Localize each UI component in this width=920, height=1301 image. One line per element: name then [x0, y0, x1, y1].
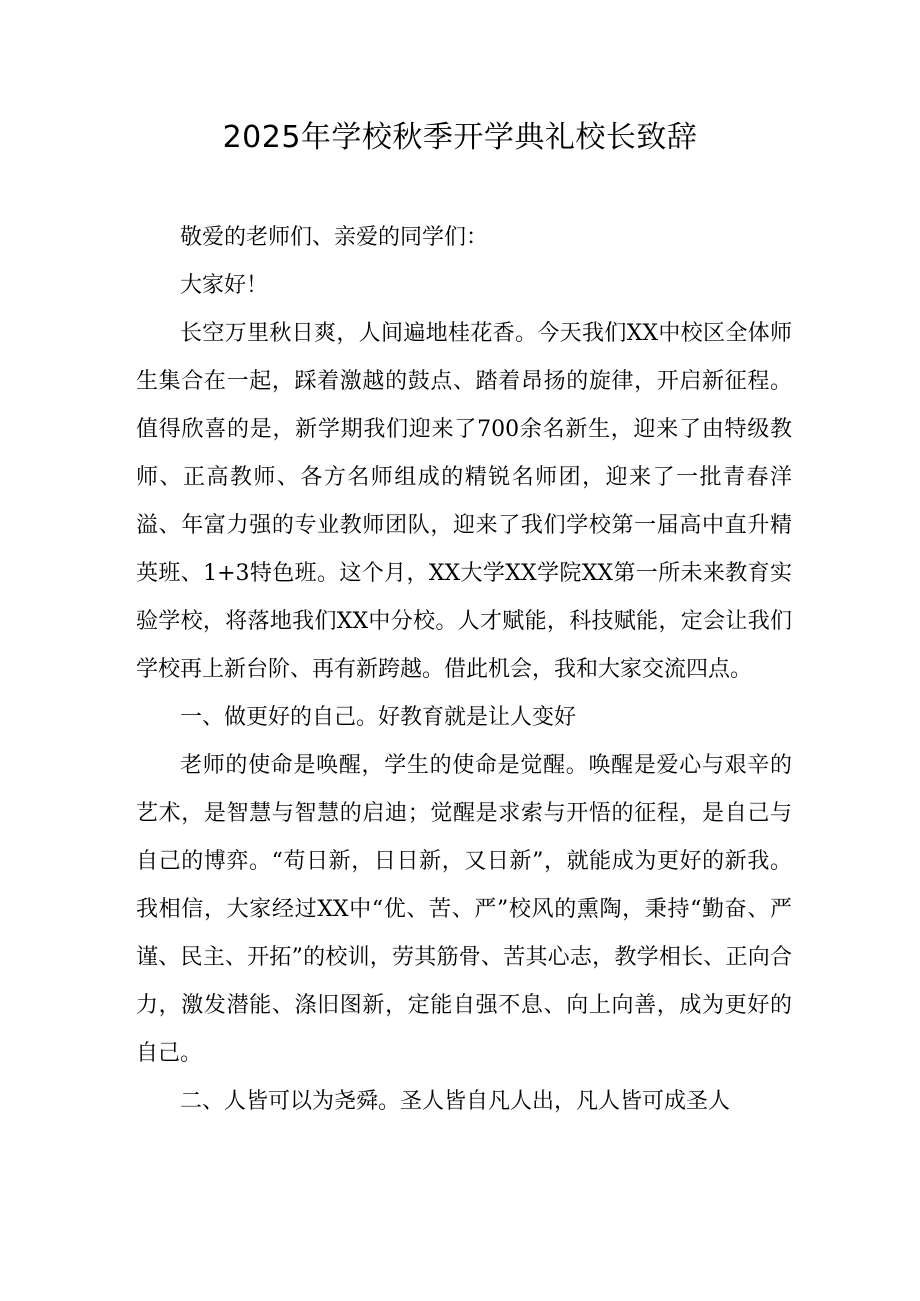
greeting-paragraph: 大家好！: [180, 273, 269, 298]
opening-paragraph: 长空万里秋日爽，人间遍地桂花香。今天我们XX中校区全体师生集合在一起，踩着激越的鼓点、踏着昂扬的旋律，开启新征程。值得欣喜的是，新学期我们迎来了700余名新生，迎来了由特级教师、正高教师、各方名师组成的精锐名师团，迎来了一批青春洋溢、年富力强的专业教师团队，迎来了我们学校第一届高中直升精英班、1+3特色班。这个月，XX大学XX学院XX第一所未来教育实验学校，将落地我们XX中分校。人才赋能，科技赋能，定会让我们学校再上新台阶、再有新跨越。借此机会，我和大家交流四点。: [136, 321, 792, 682]
salutation-paragraph: 敬爱的老师们、亲爱的同学们：: [180, 225, 489, 250]
section-one-paragraph: 老师的使命是唤醒，学生的使命是觉醒。唤醒是爱心与艰辛的艺术，是智慧与智慧的启迪；觉醒是求索与开悟的征程，是自己与自己的博弈。“苟日新，日日新，又日新”，就能成为更好的新我。我相信，大家经过XX中“优、苦、严”校风的熏陶，秉持“勤奋、严谨、民主、开拓”的校训，劳其筋骨、苦其心志，教学相长、正向合力，激发潜能、涤旧图新，定能自强不息、向上向善，成为更好的自己。: [136, 753, 792, 1066]
section-one-heading: 一、做更好的自己。好教育就是让人变好: [180, 705, 577, 730]
section-two-heading: 二、人皆可以为尧舜。圣人皆自凡人出，凡人皆可成圣人: [180, 1089, 731, 1114]
document-body: [136, 214, 792, 1126]
document-title: 2025年学校秋季开学典礼校长致辞: [222, 120, 698, 155]
